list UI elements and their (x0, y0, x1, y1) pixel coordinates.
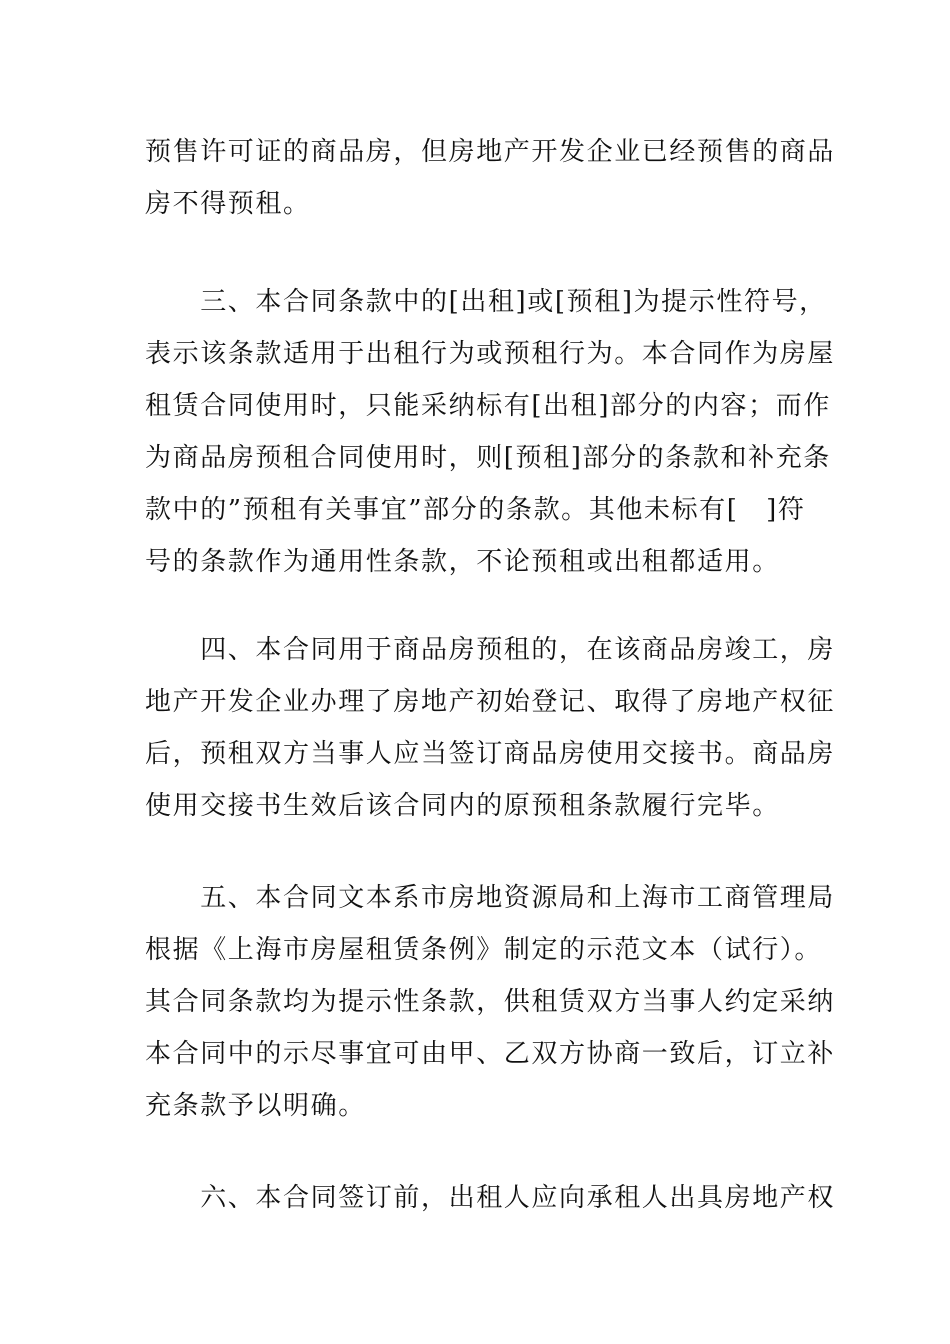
text-line: 后，预租双方当事人应当签订商品房使用交接书。商品房 (145, 739, 836, 769)
text-line: 其合同条款均为提示性条款，供租赁双方当事人约定采纳 (145, 987, 836, 1017)
text-line: 预售许可证的商品房，但房地产开发企业已经预售的商品 (145, 137, 836, 167)
text-line: 房不得预租。 (145, 189, 311, 219)
text-line: 六、本合同签订前，出租人应向承租人出具房地产权 (145, 1183, 836, 1213)
text-line: 地产开发企业办理了房地产初始登记、取得了房地产权征 (145, 687, 836, 717)
paragraph-clause-four (145, 624, 836, 832)
text-line: 四、本合同用于商品房预租的，在该商品房竣工，房 (145, 635, 836, 665)
text-line: 本合同中的示尽事宜可由甲、乙双方协商一致后，订立补 (145, 1039, 836, 1069)
text-line: 号的条款作为通用性条款，不论预租或出租都适用。 (145, 547, 780, 577)
paragraph-clause-six (145, 1172, 836, 1224)
text-line: 款中的”预租有关事宜”部分的条款。其他未标有[ ]符 (145, 495, 806, 525)
text-line: 表示该条款适用于出租行为或预租行为。本合同作为房屋 (145, 339, 836, 369)
text-line: 根据《上海市房屋租赁条例》制定的示范文本（试行）。 (145, 935, 823, 965)
text-line: 使用交接书生效后该合同内的原预租条款履行完毕。 (145, 791, 780, 821)
text-line: 为商品房预租合同使用时，则[预租]部分的条款和补充条 (145, 443, 831, 473)
text-line: 三、本合同条款中的[出租]或[预租]为提示性符号， (145, 287, 827, 317)
paragraph-presale-permit (145, 126, 836, 230)
text-line: 充条款予以明确。 (145, 1091, 366, 1121)
text-line: 五、本合同文本系市房地资源局和上海市工商管理局 (145, 883, 836, 913)
paragraph-clause-three (145, 276, 836, 588)
text-line: 租赁合同使用时，只能采纳标有[出租]部分的内容；而作 (145, 391, 831, 421)
paragraph-clause-five (145, 872, 836, 1132)
